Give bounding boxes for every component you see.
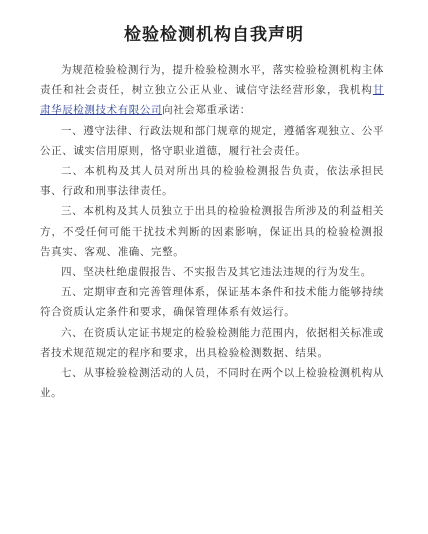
intro-text-after: 向社会郑重承诺： — [162, 104, 251, 117]
document-title: 检验检测机构自我声明 — [124, 25, 304, 45]
commitment-item-1: 一、遵守法律、行政法规和部门规章的规定，遵循客观独立、公平公正、诚实信用原则，恪守职业道德，履行社会责任。 — [40, 124, 384, 157]
commitment-item-3: 三、本机构及其人员独立于出具的检验检测报告所涉及的利益相关方，不受任何可能干扰技术判断的因素影响，保证出具的检验检测报告真实、客观、准确、完整。 — [40, 205, 384, 258]
commitment-item-5: 五、定期审查和完善管理体系，保证基本条件和技术能力能够持续符合资质认定条件和要求，确保管理体系有效运行。 — [40, 286, 384, 319]
commitment-item-6: 六、在资质认定证书规定的检验检测能力范围内，依据相关标准或者技术规范规定的程序和要求，出具检验检测数据、结果。 — [40, 326, 384, 359]
intro-paragraph — [40, 60, 384, 121]
commitment-item-7: 七、从事检验检测活动的人员，不同时在两个以上检验检测机构从业。 — [40, 367, 384, 400]
company-name: 甘肃华辰检测技术有限公司 — [40, 84, 384, 117]
intro-text-before: 为规范检验检测行为，提升检验检测水平，落实检验检测机构主体责任和社会责任，树立独立公正从业、诚信守法经营形象，我机构 — [40, 64, 384, 97]
declaration-body — [40, 60, 384, 403]
commitment-item-4: 四、坚决杜绝虚假报告、不实报告及其它违法违规的行为发生。 — [61, 266, 372, 279]
commitment-item-2: 二、本机构及其人员对所出具的检验检测报告负责，依法承担民事、行政和刑事法律责任。 — [40, 165, 384, 198]
